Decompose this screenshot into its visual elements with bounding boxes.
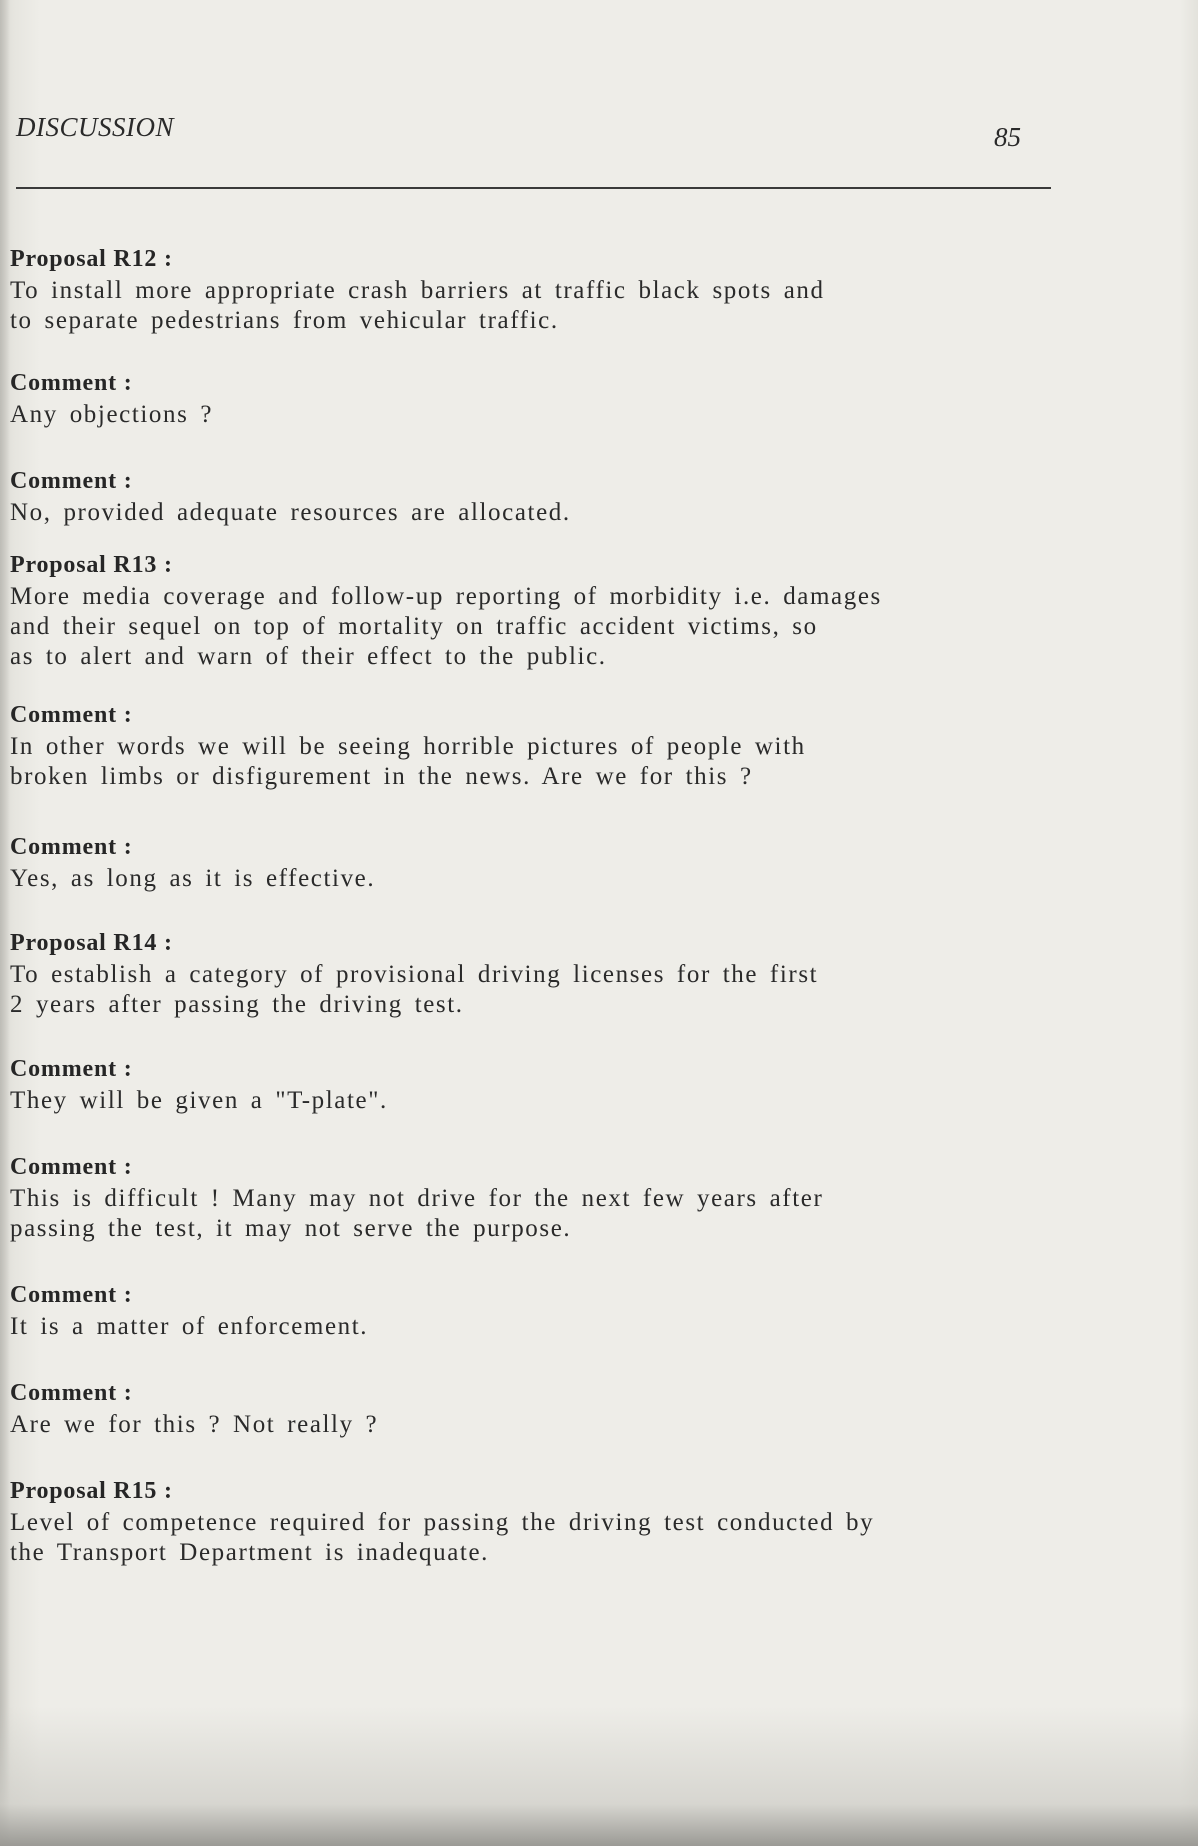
comment [10, 1052, 1050, 1116]
entry-line: More media coverage and follow-up reporting of morbidity i.e. damages [10, 583, 882, 610]
entry-label: Proposal R14 : [10, 930, 173, 956]
entry-line: passing the test, it may not serve the purpose. [10, 1215, 572, 1242]
entry-line: It is a matter of enforcement. [10, 1313, 369, 1340]
binding-shadow [0, 0, 10, 1846]
entry-label: Comment : [10, 1380, 133, 1406]
entry-line: to separate pedestrians from vehicular traffic. [10, 307, 559, 334]
comment [10, 1376, 1050, 1440]
entry-line: Are we for this ? Not really ? [10, 1411, 379, 1438]
entry-line: the Transport Department is inadequate. [10, 1539, 490, 1566]
comment [10, 1278, 1050, 1342]
entry-label: Comment : [10, 370, 133, 396]
entry-label: Comment : [10, 702, 133, 728]
proposal-r12 [10, 242, 1050, 336]
entry-label: Comment : [10, 1282, 133, 1308]
entry-line: as to alert and warn of their effect to the public. [10, 643, 607, 670]
entry-line: No, provided adequate resources are allocated. [10, 499, 571, 526]
comment [10, 830, 1050, 894]
entry-line: and their sequel on top of mortality on traffic accident victims, so [10, 613, 818, 640]
entry-label: Comment : [10, 468, 133, 494]
proposal-r14 [10, 926, 1050, 1020]
entry-line: Yes, as long as it is effective. [10, 865, 376, 892]
page-number: 85 [994, 122, 1021, 152]
entry-line: They will be given a "T-plate". [10, 1087, 388, 1114]
proposal-r13 [10, 548, 1050, 672]
entry-line: This is difficult ! Many may not drive for the next few years after [10, 1185, 824, 1212]
entry-line: To install more appropriate crash barriers at traffic black spots and [10, 277, 825, 304]
comment [10, 366, 1050, 430]
entry-line: In other words we will be seeing horrible pictures of people with [10, 733, 806, 760]
entry-line: Level of competence required for passing the driving test conducted by [10, 1509, 875, 1536]
entry-line: 2 years after passing the driving test. [10, 991, 464, 1018]
discussion-body [10, 242, 1050, 1568]
entry-label: Proposal R15 : [10, 1478, 173, 1504]
header-rule [16, 187, 1051, 189]
entry-line: Any objections ? [10, 401, 214, 428]
entry-label: Comment : [10, 1056, 133, 1082]
bottom-edge-shadow [0, 1706, 1198, 1846]
comment [10, 464, 1050, 528]
entry-label: Proposal R12 : [10, 246, 173, 272]
proposal-r15 [10, 1474, 1050, 1568]
entry-label: Comment : [10, 834, 133, 860]
comment [10, 698, 1050, 792]
section-title: DISCUSSION [16, 112, 174, 142]
comment [10, 1150, 1050, 1244]
entry-label: Proposal R13 : [10, 552, 173, 578]
entry-line: To establish a category of provisional driving licenses for the first [10, 961, 819, 988]
running-header [16, 112, 1051, 152]
entry-line: broken limbs or disfigurement in the news. Are we for this ? [10, 763, 753, 790]
entry-label: Comment : [10, 1154, 133, 1180]
